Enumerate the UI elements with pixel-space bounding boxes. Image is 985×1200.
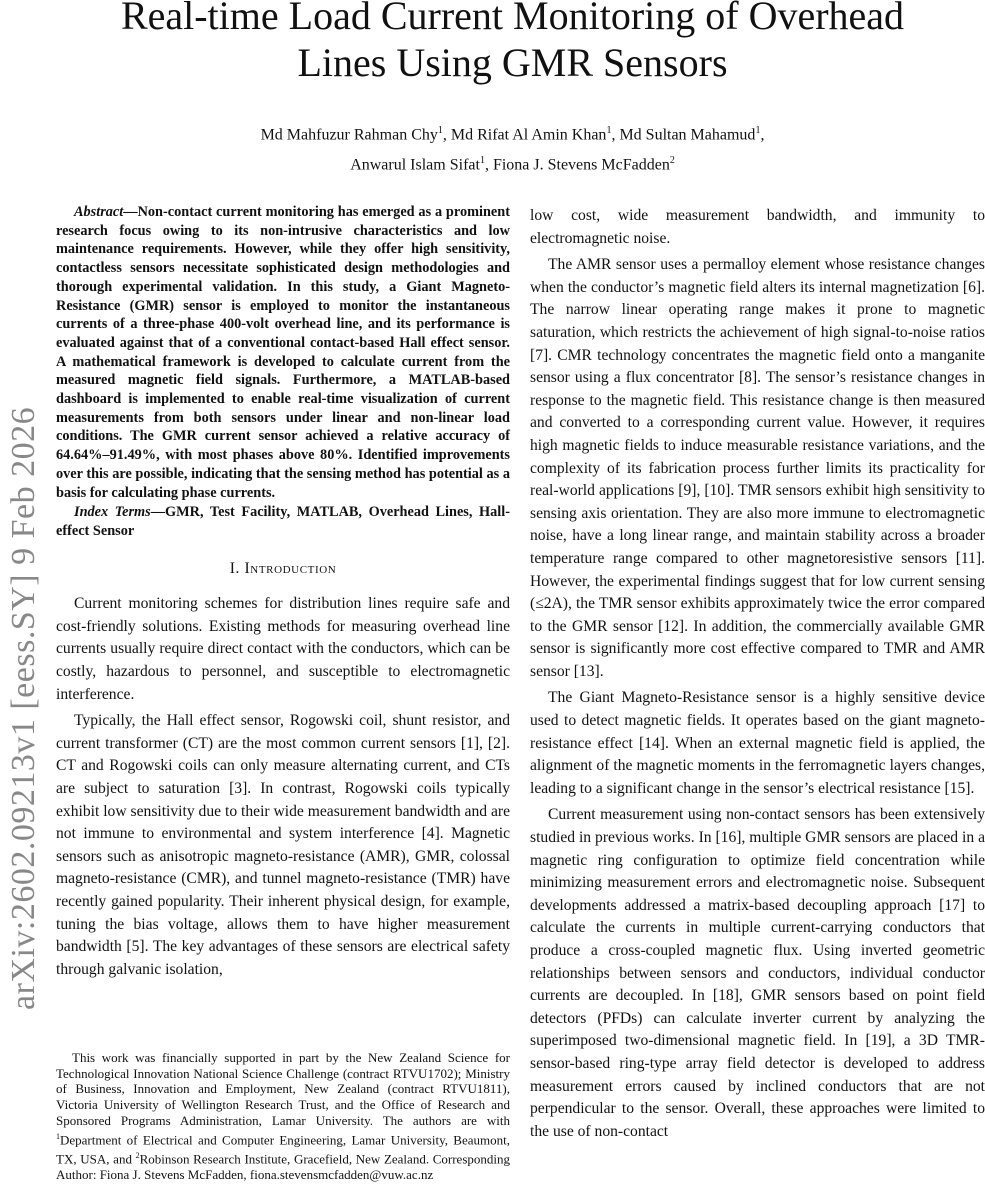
abstract-label: Abstract (74, 204, 124, 220)
index-terms (56, 503, 510, 540)
author-name: Md Sultan Mahamud (619, 126, 756, 144)
arxiv-identifier: arXiv:2602.09213v1 [eess.SY] 9 Feb 2026 (5, 406, 42, 1010)
separator: , (442, 126, 451, 144)
right-column (530, 205, 985, 1143)
footnote-text: Department of Electrical and Computer Engineering, Lamar University, Beaumont, TX, USA, and (56, 1131, 510, 1166)
author-name: Anwarul Islam Sifat (350, 156, 480, 174)
author-name: Md Rifat Al Amin Khan (450, 126, 607, 144)
author-line-1 (40, 118, 985, 148)
author-name: Md Mahfuzur Rahman Chy (260, 126, 438, 144)
footnote (56, 1050, 510, 1182)
affiliation-mark: 1 (755, 125, 761, 136)
paper-title (40, 0, 985, 86)
title-line-2: Lines Using GMR Sensors (297, 40, 728, 85)
separator: , (611, 126, 620, 144)
paragraph: low cost, wide measurement bandwidth, and immunity to electromagnetic noise. (530, 207, 985, 247)
author-name: Fiona J. Stevens McFadden (492, 156, 670, 174)
footnote-text: Robinson Research Institute, Gracefield, New Zealand. Corresponding Author: Fiona J. Stevens McFadden, fiona.stevensmcfadden@vuw.ac.nz (56, 1150, 511, 1182)
abstract-text: —Non-contact current monitoring has emerged as a prominent research focus owing to its non-intrusive characteristics and low maintenance requirements. However, while they offer high sensitivity, contactless sensors necessitate sophisticated design methodologies and thorough experimental validation. In this study, a Giant Magneto-Resistance (GMR) sensor is employed to monitor the instantaneous currents of a three-phase 400-volt overhead line, and its performance is evaluated against that of a conventional contact-based Hall effect sensor. A mathematical framework is developed to calculate current from the measured magnetic field signals. Furthermore, a MATLAB-based dashboard is implemented to enable real-time visualization of current measurements from both sensors under linear and non-linear load conditions. The GMR current sensor achieved a relative accuracy of 64.64%–91.49%, with most phases above 80%. Identified improvements over this are possible, indicating that the sensing method has potential as a basis for calculating phase currents. (56, 204, 510, 501)
author-line-2 (40, 148, 985, 178)
paragraph: The Giant Magneto-Resistance sensor is a highly sensitive device used to detect magnetic fields. It operates based on the giant magneto-resistance effect [14]. When an external magnetic field is applied, the alignment of the magnetic moments in the ferromagnetic layers changes, leading to a significant change in the sensor’s electrical resistance [15]. (530, 689, 985, 797)
affiliation-mark: 2 (135, 1150, 140, 1160)
author-list (40, 118, 985, 179)
left-column (56, 203, 510, 981)
abstract (56, 203, 510, 502)
affiliation-mark: 1 (606, 125, 612, 136)
affiliation-mark: 1 (479, 155, 485, 167)
affiliation-mark: 1 (56, 1131, 60, 1141)
footnote-text: This work was financially supported in part by the New Zealand Science for Technological Innovation National Science Challenge (contract RTVU1702); Ministry of Business, Innovation and Employment, New Zealand (contract RTVU1811), Victoria University of Wellington Research Trust, and the Office of Research and Sponsored Programs Administration, Lamar University. The authors are with (56, 1050, 510, 1128)
separator: , (484, 156, 493, 174)
paragraph: Current monitoring schemes for distribution lines require safe and cost-friendly solutions. Existing methods for measuring overhead line currents usually require direct contact with the conductors, which can be costly, hazardous to personnel, and susceptible to electromagnetic interference. (56, 595, 510, 703)
title-line-1: Real-time Load Current Monitoring of Overhead (120, 0, 905, 38)
index-terms-label: Index Terms (74, 504, 151, 521)
paragraph: Typically, the Hall effect sensor, Rogowski coil, shunt resistor, and current transformer (CT) are the most common current sensors [1], [2]. CT and Rogowski coils can only measure alternating current, and CTs are subject to saturation [3]. In contrast, Rogowski coils typically exhibit low sensitivity due to their wide measurement bandwidth and are not immune to environmental and system interference [4]. Magnetic sensors such as anisotropic magneto-resistance (AMR), GMR, colossal magneto-resistance (CMR), and tunnel magneto-resistance (TMR) have recently gained popularity. Their inherent physical design, for example, tuning the bias voltage, allows them to have higher measurement bandwidth [5]. The key advantages of these sensors are electrical safety through galvanic isolation, (56, 712, 510, 978)
separator: , (760, 126, 765, 144)
section-heading: I. Introduction (229, 559, 337, 577)
index-terms-text: —GMR, Test Facility, MATLAB, Overhead Lines, Hall-effect Sensor (56, 504, 510, 539)
affiliation-mark: 2 (669, 155, 675, 167)
paragraph: Current measurement using non-contact sensors has been extensively studied in previous works. In [16], multiple GMR sensors are placed in a magnetic ring configuration to optimize field concentration while minimizing measurement errors and electromagnetic noise. Subsequent developments addressed a matrix-based decoupling approach [17] to calculate the currents in multiple current-carrying conductors that produce a cross-coupled magnetic flux. Using inverted geometric relationships between sensors and conductors, individual conductor currents are decoupled. In [18], GMR sensors based on point field detectors (PFDs) can calculate inverter current by analyzing the superimposed two-dimensional magnetic field. In [19], a 3D TMR-sensor-based ring-type array field detector is developed to address measurement errors caused by inclined conductors that are not perpendicular to the sensor. Overall, these approaches were limited to the use of non-contact (530, 806, 985, 1140)
affiliation-mark: 1 (437, 125, 443, 136)
paragraph: The AMR sensor uses a permalloy element whose resistance changes when the conductor’s magnetic field alters its internal magnetization [6]. The narrow linear operating range makes it prone to magnetic saturation, which restricts the achievement of high signal-to-noise ratios [7]. CMR technology concentrates the magnetic field onto a manganite sensor using a flux concentrator [8]. The sensor’s resistance changes in response to the magnetic field. This resistance change is then measured and converted to a corresponding current value. However, it requires high magnetic fields to induce measurable resistance variations, and the complexity of its fabrication process further limits its practicality for real-world applications [9], [10]. TMR sensors exhibit high sensitivity to sensing axis orientation. They are also more immune to electromagnetic noise, have a long linear range, and maintain stability across a broader temperature range compared to other magnetoresistive sensors [11]. However, the experimental findings suggest that for low current sensing (≤2A), the TMR sensor exhibits approximately twice the error compared to the GMR sensor [12]. In addition, the commercially available GMR sensor is significantly more cost effective compared to TMR and AMR sensor [13]. (530, 256, 985, 680)
